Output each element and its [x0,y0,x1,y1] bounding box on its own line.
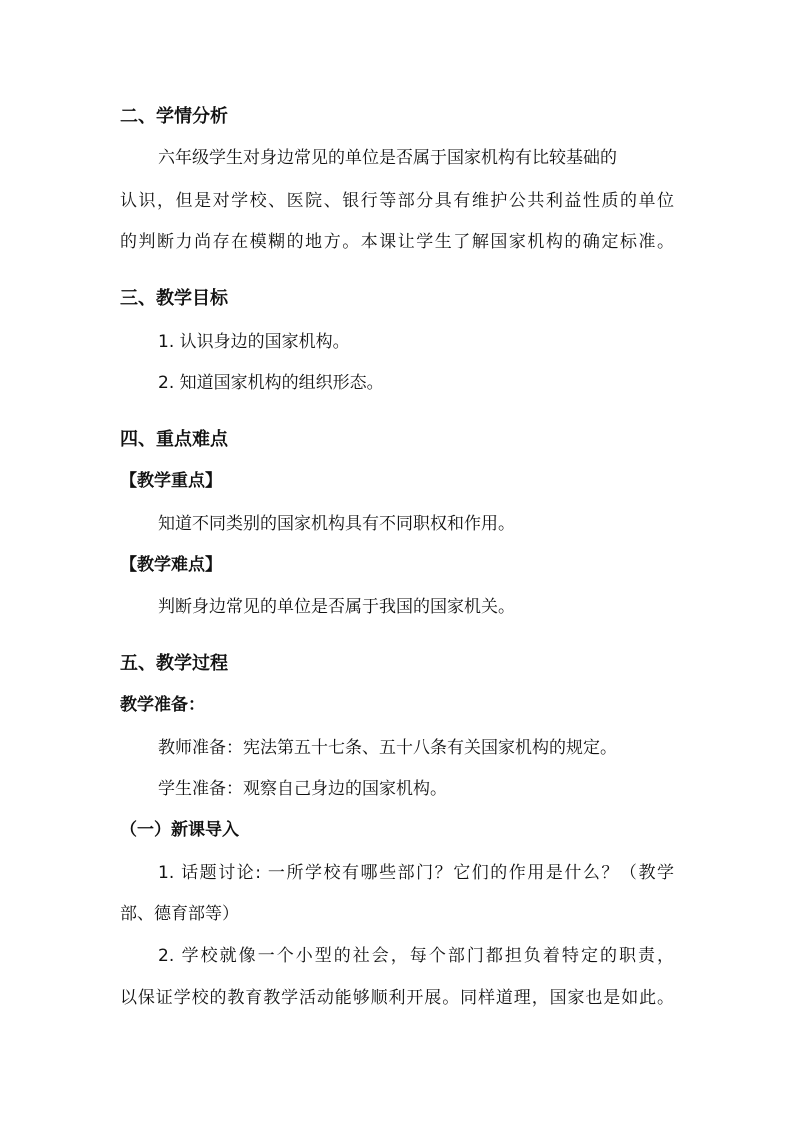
step-2-line-2: 以保证学校的教育教学活动能够顺利开展。同样道理，国家也是如此。 [120,988,674,1008]
preparation-label: 教学准备： [120,695,205,715]
paragraph-line: 六年级学生对身边常见的单位是否属于国家机构有比较基础的 [158,148,617,168]
difficulty-label: 【教学难点】 [120,555,222,575]
part-label-intro: （一）新课导入 [120,820,239,840]
key-point-label: 【教学重点】 [120,471,222,491]
step-1-line-2: 部、德育部等） [120,904,239,924]
section-heading-teaching-goals: 三、教学目标 [120,288,228,309]
goal-item-1: 1. 认识身边的国家机构。 [158,332,350,352]
step-1-line-1: 1. 话题讨论: 一所学校有哪些部门？它们的作用是什么？（教学 [158,863,674,883]
section-heading-teaching-process: 五、教学过程 [120,653,228,674]
paragraph-line: 的判断力尚存在模糊的地方。本课让学生了解国家机构的确定标准。 [120,232,674,252]
difficulty-text: 判断身边常见的单位是否属于我国的国家机关。 [158,597,515,617]
student-preparation: 学生准备：观察自己身边的国家机构。 [158,779,447,799]
step-2-line-1: 2. 学校就像一个小型的社会，每个部门都担负着特定的职责， [158,946,674,966]
section-heading-student-analysis: 二、学情分析 [120,106,228,127]
key-point-text: 知道不同类别的国家机构具有不同职权和作用。 [158,514,515,534]
section-heading-key-points: 四、重点难点 [120,429,228,450]
paragraph-line: 认识，但是对学校、医院、银行等部分具有维护公共利益性质的单位 [120,191,674,211]
teacher-preparation: 教师准备：宪法第五十七条、五十八条有关国家机构的规定。 [158,738,617,758]
goal-item-2: 2. 知道国家机构的组织形态。 [158,373,384,393]
